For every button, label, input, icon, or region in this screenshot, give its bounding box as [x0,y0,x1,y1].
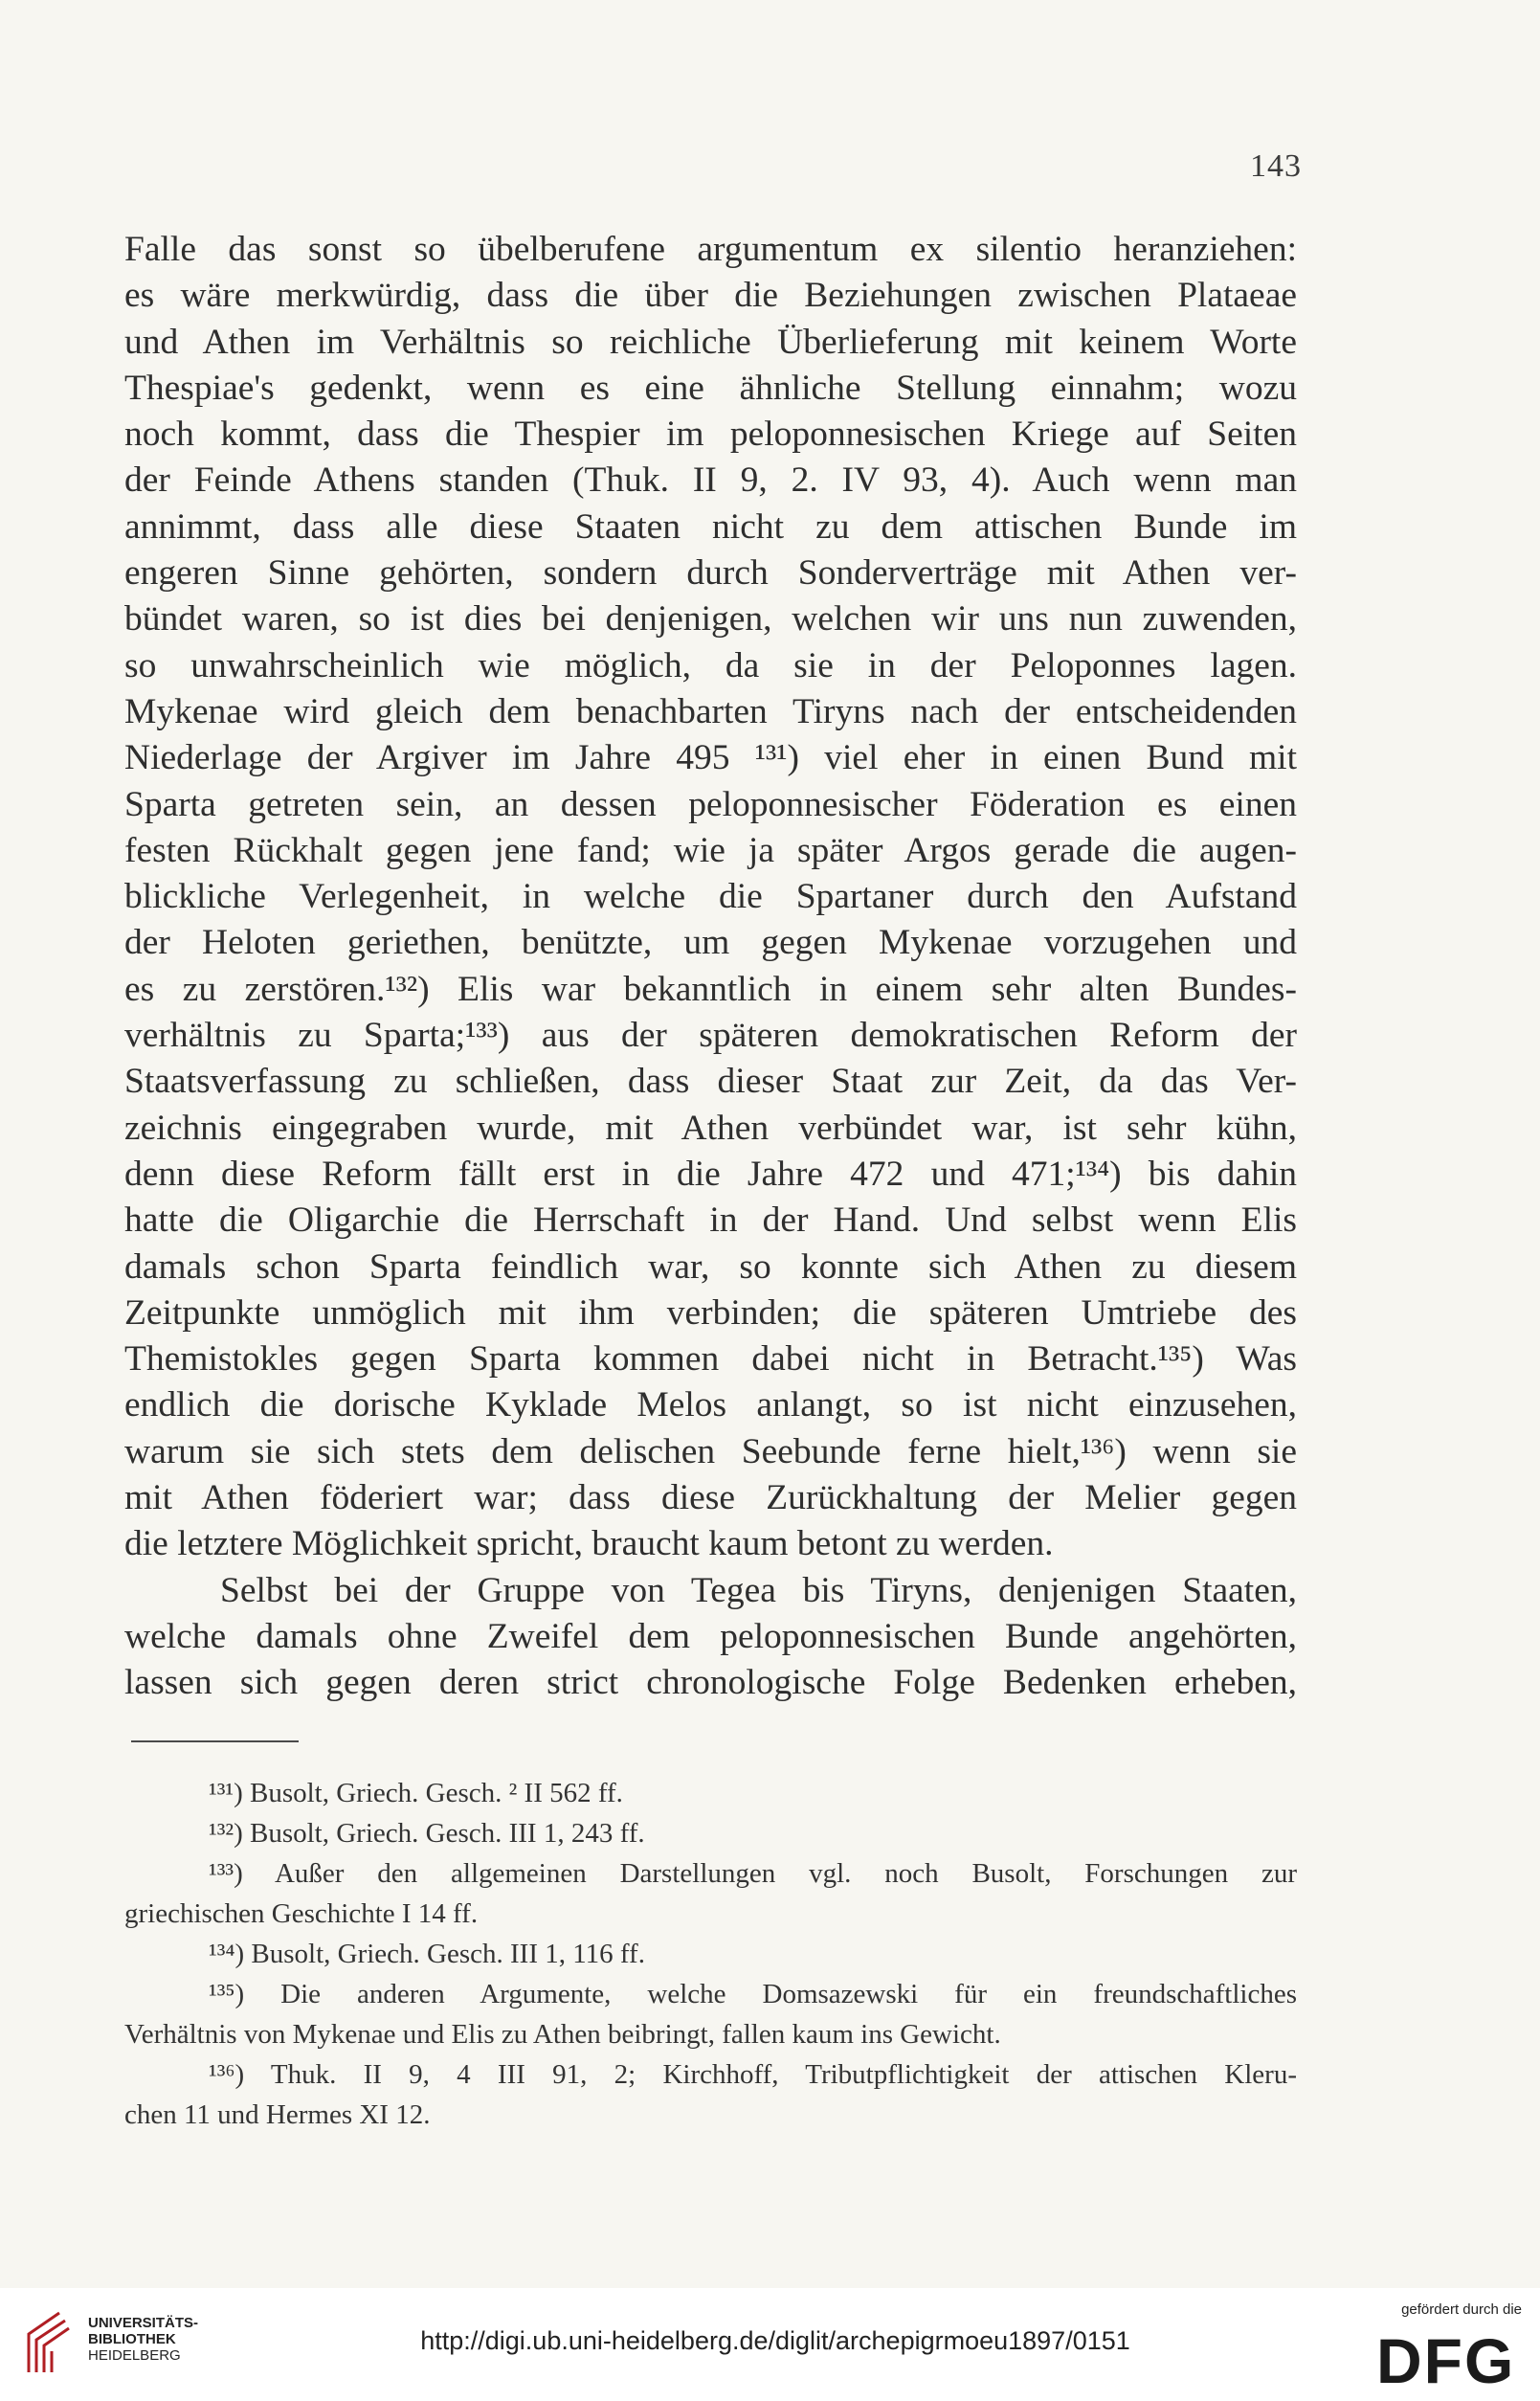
library-name-line: UNIVERSITÄTS- [88,2315,199,2331]
library-logo-icon [21,2305,74,2380]
footnote-line: griechischen Geschichte I 14 ff. [124,1898,479,1929]
body-line: welche damals ohne Zweifel dem peloponnesischen Bunde angehörten, [124,1616,1297,1656]
viewer-footer [0,2288,1540,2401]
body-line: noch kommt, dass die Thespier im peloponnesischen Kriege auf Seiten [124,415,1297,455]
body-line: damals schon Sparta feindlich war, so konnte sich Athen zu diesem [124,1246,1297,1287]
body-line: blickliche Verlegenheit, in welche die Spartaner durch den Aufstand [124,877,1297,917]
footnote-line: ¹³⁴) Busolt, Griech. Gesch. III 1, 116 ff. [209,1939,645,1969]
body-line: Selbst bei der Gruppe von Tegea bis Tiryns, denjenigen Staaten, [220,1570,1297,1610]
body-line: hatte die Oligarchie die Herrschaft in der Hand. Und selbst wenn Elis [124,1200,1297,1241]
body-line: Themistokles gegen Sparta kommen dabei nicht in Betracht.¹³⁵) Was [124,1339,1297,1380]
body-line: Thespiae's gedenkt, wenn es eine ähnliche Stellung einnahm; wozu [124,368,1297,408]
page-number: 143 [1250,148,1302,184]
library-name-line: BIBLIOTHEK [88,2331,176,2347]
footnote-line: ¹³⁶) Thuk. II 9, 4 III 91, 2; Kirchhoff, Tributpflichtigkeit der attischen Kleru- [209,2059,1297,2090]
body-line: so unwahrscheinlich wie möglich, da sie in der Peloponnes lagen. [124,645,1297,685]
body-line: der Feinde Athens standen (Thuk. II 9, 2. IV 93, 4). Auch wenn man [124,460,1297,501]
footnote-line: Verhältnis von Mykenae und Elis zu Athen beibringt, fallen kaum ins Gewicht. [124,2019,1001,2050]
body-line: Falle das sonst so übelberufene argumentum ex silentio heranziehen: [124,230,1297,269]
body-line: Staatsverfassung zu schließen, dass dieser Staat zur Zeit, da das Ver- [124,1062,1297,1102]
body-line: bündet waren, so ist dies bei denjenigen, welchen wir uns nun zuwenden, [124,599,1297,640]
footnote-line: ¹³²) Busolt, Griech. Gesch. III 1, 243 ff. [209,1818,645,1849]
footnotes [124,1773,1297,2135]
body-line: engeren Sinne gehörten, sondern durch Sonderverträge mit Athen ver- [124,553,1297,594]
body-line: mit Athen föderiert war; dass diese Zurückhaltung der Melier gegen [124,1478,1297,1518]
footnote-line: chen 11 und Hermes XI 12. [124,2099,431,2130]
library-name [88,2315,198,2364]
footnote-line: ¹³¹) Busolt, Griech. Gesch. ² II 562 ff. [209,1778,623,1808]
body-line: warum sie sich stets dem delischen Seebunde ferne hielt,¹³⁶) wenn sie [124,1431,1297,1471]
dfg-logo: DFG [1376,2325,1516,2396]
body-line: denn diese Reform fällt erst in die Jahre 472 und 471;¹³⁴) bis dahin [124,1154,1297,1194]
body-line: lassen sich gegen deren strict chronologische Folge Bedenken erheben, [124,1663,1297,1703]
body-line: festen Rückhalt gegen jene fand; wie ja später Argos gerade die augen- [124,830,1297,870]
library-name-line: HEIDELBERG [88,2347,181,2364]
body-line: Mykenae wird gleich dem benachbarten Tiryns nach der entscheidenden [124,691,1297,731]
body-line: Niederlage der Argiver im Jahre 495 ¹³¹) viel eher in einen Bund mit [124,738,1297,778]
body-line: zeichnis eingegraben wurde, mit Athen verbündet war, ist sehr kühn, [124,1108,1297,1148]
footnote-line: ¹³⁵) Die anderen Argumente, welche Domsazewski für ein freundschaftliches [209,1979,1297,2009]
body-line: die letztere Möglichkeit spricht, braucht kaum betont zu werden. [124,1524,1054,1564]
body-text [124,227,1297,1707]
body-line: der Heloten geriethen, benützte, um gegen Mykenae vorzugehen und [124,923,1297,963]
body-line: endlich die dorische Kyklade Melos anlangt, so ist nicht einzusehen, [124,1385,1297,1425]
body-line: und Athen im Verhältnis so reichliche Überlieferung mit keinem Worte [124,322,1297,362]
body-line: es zu zerstören.¹³²) Elis war bekanntlich in einem sehr alten Bundes- [124,969,1297,1009]
footnote-line: ¹³³) Außer den allgemeinen Darstellungen vgl. noch Busolt, Forschungen zur [209,1858,1297,1889]
permalink-url[interactable]: http://digi.ub.uni-heidelberg.de/diglit/archepigrmoeu1897/0151 [420,2326,1130,2355]
body-line: es wäre merkwürdig, dass die über die Beziehungen zwischen Plataeae [124,276,1297,316]
body-line: Sparta getreten sein, an dessen peloponnesischer Föderation es einen [124,784,1297,824]
funding-note: gefördert durch die [1401,2301,1522,2318]
body-line: annimmt, dass alle diese Staaten nicht zu dem attischen Bunde im [124,506,1297,547]
body-line: Zeitpunkte unmöglich mit ihm verbinden; die späteren Umtriebe des [124,1292,1297,1333]
footnote-divider [131,1740,299,1742]
body-line: verhältnis zu Sparta;¹³³) aus der späteren demokratischen Reform der [124,1016,1297,1056]
